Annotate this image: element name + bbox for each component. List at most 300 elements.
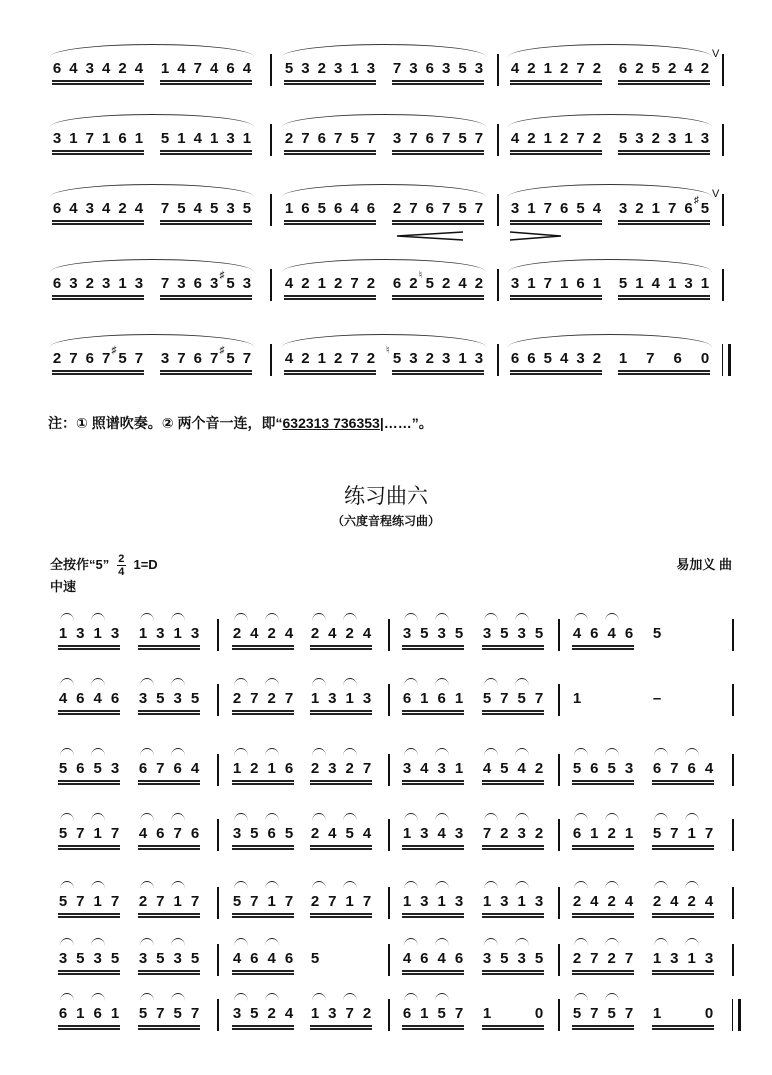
note: 6: [76, 690, 85, 707]
note: 1: [310, 690, 320, 707]
note: 3: [362, 690, 372, 707]
underline: [232, 713, 294, 715]
barline: [388, 999, 390, 1031]
slur-arc: [171, 748, 185, 756]
underline: [58, 973, 120, 975]
note: 5: [156, 690, 165, 707]
note: 5: [458, 60, 467, 77]
note: 7: [350, 275, 359, 292]
notes: [392, 200, 484, 218]
barline: [722, 124, 724, 156]
notes: [160, 270, 252, 293]
underline: [138, 845, 200, 847]
note: 6: [93, 1005, 102, 1022]
note: 4: [284, 350, 294, 367]
note: 7: [362, 760, 372, 777]
note: 2: [250, 760, 259, 777]
note: 2: [592, 350, 602, 367]
notes: [58, 825, 120, 843]
barline: [217, 999, 219, 1031]
note: 3: [517, 950, 526, 967]
note: 5: [454, 625, 464, 642]
note: 4: [510, 130, 520, 147]
note: 3: [85, 60, 94, 77]
note: 7: [242, 350, 252, 367]
note-group: [482, 940, 544, 980]
note: –: [652, 690, 662, 707]
notes: [482, 690, 544, 708]
slur-arc: [312, 748, 326, 756]
notes: [618, 350, 710, 368]
note: 7: [76, 825, 85, 842]
underline: [58, 1025, 120, 1027]
notes: [572, 893, 634, 911]
note: 4: [362, 825, 372, 842]
note: 5: [250, 825, 259, 842]
barline: [732, 887, 734, 919]
note: 5: [607, 760, 616, 777]
notes: [572, 690, 634, 708]
footnote: [48, 413, 433, 433]
slur-arc: [171, 993, 185, 1001]
underline: [652, 973, 714, 975]
note: 5: [242, 200, 252, 217]
slur-arc: [654, 938, 668, 946]
note: 6: [226, 60, 235, 77]
slur-arc: [574, 748, 588, 756]
note: 4: [607, 625, 616, 642]
barline: [270, 344, 272, 376]
underline: [52, 295, 144, 297]
slur-arc: [484, 881, 498, 889]
slur-arc: [91, 678, 105, 686]
notes: [482, 1005, 544, 1023]
note: 5: [345, 825, 354, 842]
note: 5: [534, 950, 544, 967]
note: 1: [242, 130, 252, 147]
slur-arc: [435, 813, 449, 821]
note: 1: [284, 200, 294, 217]
underline: [284, 220, 376, 222]
note: 7: [442, 200, 451, 217]
note-group: [572, 815, 634, 855]
note: 4: [704, 760, 714, 777]
barline: [270, 194, 272, 226]
note: 2: [334, 275, 343, 292]
note: 4: [437, 825, 446, 842]
note: 7: [334, 130, 343, 147]
note: 4: [193, 200, 202, 217]
note: 4: [362, 625, 372, 642]
notes: [482, 893, 544, 911]
notes: [510, 60, 602, 78]
note: 7: [409, 130, 418, 147]
note-group: [402, 680, 464, 720]
notes: [572, 760, 634, 778]
underline: [402, 1028, 464, 1030]
underline: [310, 713, 372, 715]
note-group: [58, 615, 120, 655]
note: 4: [177, 60, 186, 77]
underline: [160, 150, 252, 152]
underline: [284, 150, 376, 152]
note: 3: [328, 690, 337, 707]
note: 4: [624, 893, 634, 910]
note: 1: [58, 625, 68, 642]
note: 4: [684, 60, 693, 77]
slur-arc: [171, 938, 185, 946]
slur-arc: [91, 881, 105, 889]
note: 3: [366, 60, 376, 77]
underline: [510, 298, 602, 300]
note: 1: [110, 1005, 120, 1022]
phrase-slur: [508, 259, 712, 272]
slur-arc: [312, 881, 326, 889]
slur-arc: [435, 881, 449, 889]
barline: [558, 684, 560, 716]
note: 6: [52, 60, 62, 77]
underline: [160, 153, 252, 155]
note: 2: [317, 60, 326, 77]
notes: [402, 825, 464, 843]
phrase-slur: [50, 334, 254, 347]
note: 2: [572, 893, 582, 910]
note: 3: [173, 690, 182, 707]
notes: [138, 760, 200, 778]
note: 3: [134, 275, 144, 292]
underline: [232, 780, 294, 782]
slur-arc: [60, 613, 74, 621]
slur-arc: [140, 748, 154, 756]
note: 1: [592, 275, 602, 292]
note-group: [310, 615, 372, 655]
underline: [52, 373, 144, 375]
note-group: [482, 680, 544, 720]
note: 5 ♯: [226, 350, 236, 368]
notes: [392, 270, 484, 293]
note: 2: [607, 893, 616, 910]
note: 7: [646, 350, 655, 367]
slur-arc: [265, 748, 279, 756]
underline: [160, 83, 252, 85]
note: 2: [635, 200, 644, 217]
underline: [618, 80, 710, 82]
note: 6: [687, 760, 696, 777]
slur-arc: [605, 993, 619, 1001]
barline: [558, 819, 560, 851]
note: 6: [618, 60, 628, 77]
barline: [217, 944, 219, 976]
note: 7: [250, 893, 259, 910]
barline: [732, 999, 741, 1031]
underline: [572, 970, 634, 972]
underline: [482, 848, 544, 850]
underline: [138, 713, 200, 715]
note: 7: [190, 1005, 200, 1022]
note: 2: [607, 825, 616, 842]
slur-arc: [574, 813, 588, 821]
underline: [284, 373, 376, 375]
note-group: [310, 750, 372, 790]
fingering: 全按作“5”: [50, 557, 110, 572]
note: 3: [110, 760, 120, 777]
note: 1: [118, 275, 127, 292]
barline: [217, 819, 219, 851]
note: 3: [226, 130, 235, 147]
note: 3: [210, 275, 219, 292]
note: 3: [226, 200, 235, 217]
slur-arc: [140, 678, 154, 686]
note: 6: [425, 60, 434, 77]
note: 5: [576, 200, 585, 217]
slur-arc: [343, 748, 357, 756]
underline: [232, 1028, 294, 1030]
note: 2: [362, 1005, 372, 1022]
note-group: [572, 750, 634, 790]
note: 2: [301, 275, 310, 292]
note: 6: [85, 350, 94, 367]
note: 3: [474, 350, 484, 367]
underline: [52, 80, 144, 82]
slur-arc: [605, 881, 619, 889]
slur-arc: [515, 881, 529, 889]
notes: [232, 1005, 294, 1023]
slur-arc: [312, 678, 326, 686]
notes: [58, 760, 120, 778]
notes: [310, 893, 372, 911]
accidental: ♯: [219, 345, 225, 356]
notes: [652, 825, 714, 843]
note: 6: [110, 690, 120, 707]
note: 3: [517, 825, 526, 842]
note: 4: [69, 60, 78, 77]
notes: [232, 825, 294, 843]
note: 4: [102, 60, 111, 77]
note: 1: [345, 893, 354, 910]
underline: [310, 710, 372, 712]
note: 5: [310, 950, 320, 967]
underline: [58, 970, 120, 972]
notes: [572, 625, 634, 643]
slur-arc: [171, 813, 185, 821]
note: 1: [134, 130, 144, 147]
underline: [58, 710, 120, 712]
underline: [58, 780, 120, 782]
barline: [722, 54, 724, 86]
note: 7: [474, 130, 484, 147]
barline: [732, 944, 734, 976]
slur-arc: [654, 748, 668, 756]
note: 1: [402, 825, 412, 842]
note: 5: [190, 690, 200, 707]
underline: [138, 848, 200, 850]
slur-arc: [574, 993, 588, 1001]
underline: [138, 645, 200, 647]
slur-arc: [91, 748, 105, 756]
note-group: [138, 750, 200, 790]
underline: [572, 845, 634, 847]
underline: [482, 845, 544, 847]
accidental: ♯: [111, 345, 117, 356]
underline: [232, 970, 294, 972]
note-group: [572, 883, 634, 923]
note: 1: [93, 825, 102, 842]
note: 5: [652, 625, 662, 642]
note: 7: [85, 130, 94, 147]
note: 5: [420, 625, 429, 642]
barline: [388, 684, 390, 716]
underline: [58, 845, 120, 847]
underline: [482, 648, 544, 650]
underline: [52, 83, 144, 85]
note: 2: [534, 825, 544, 842]
barline: [270, 124, 272, 156]
underline: [138, 973, 200, 975]
note: 2: [592, 60, 602, 77]
note: 1: [267, 760, 276, 777]
notes: [402, 690, 464, 708]
slur-arc: [140, 813, 154, 821]
note: 2: [267, 690, 276, 707]
note: 3: [409, 350, 418, 367]
underline: [402, 783, 464, 785]
underline: [510, 373, 602, 375]
note: 7: [704, 825, 714, 842]
underline: [482, 913, 544, 915]
underline: [392, 153, 484, 155]
slur-arc: [234, 678, 248, 686]
barline: [217, 684, 219, 716]
notes: [652, 1005, 714, 1023]
slur-arc: [171, 613, 185, 621]
underline: [232, 848, 294, 850]
note: 2: [534, 760, 544, 777]
note: 1: [543, 130, 552, 147]
staff-row: [0, 883, 772, 923]
note: 2: [527, 60, 536, 77]
note: 1: [267, 893, 276, 910]
underline: [310, 913, 372, 915]
slur-arc: [265, 613, 279, 621]
note: 3: [510, 275, 520, 292]
underline: [392, 83, 484, 85]
note: 4: [510, 60, 520, 77]
slur-arc: [91, 813, 105, 821]
note: 2: [301, 350, 310, 367]
notes: [232, 950, 294, 968]
note: 2: [651, 130, 660, 147]
note: 5: [232, 893, 242, 910]
underline: [510, 153, 602, 155]
note: 5: [572, 1005, 582, 1022]
piece-title: 练习曲六: [344, 484, 428, 508]
note: 1: [69, 130, 78, 147]
note: 7: [576, 60, 585, 77]
note: 1: [173, 625, 182, 642]
slur-arc: [265, 678, 279, 686]
note-group: [310, 680, 372, 720]
barline: [722, 344, 731, 376]
slur-arc: [265, 938, 279, 946]
underline: [572, 916, 634, 918]
notes: [52, 200, 144, 218]
underline: [232, 645, 294, 647]
underline: [402, 916, 464, 918]
note-group: [482, 815, 544, 855]
note: 7: [160, 200, 170, 217]
phrase-slur: [50, 44, 254, 57]
barline: [558, 754, 560, 786]
underline: [510, 83, 602, 85]
note: 1: [684, 130, 693, 147]
note-group: [138, 615, 200, 655]
note: 1: [517, 893, 526, 910]
underline: [402, 710, 464, 712]
time-signature: $\frac{2}{4}$: [118, 553, 125, 579]
note: 4: [193, 130, 202, 147]
underline: [232, 916, 294, 918]
note-group: [138, 815, 200, 855]
note: 1: [420, 690, 429, 707]
note: 4: [420, 760, 429, 777]
note: 3: [442, 60, 451, 77]
note-group: [652, 750, 714, 790]
notes: [52, 60, 144, 78]
slur-arc: [60, 678, 74, 686]
notes: [572, 825, 634, 843]
note: 3: [402, 625, 412, 642]
note: 6: [624, 625, 634, 642]
notes: [58, 1005, 120, 1023]
slur-arc: [234, 938, 248, 946]
note: 7: [102, 350, 111, 367]
note: 6: [138, 760, 148, 777]
underline: [58, 1028, 120, 1030]
note: 2: [527, 130, 536, 147]
note: 2: [310, 893, 320, 910]
notes: [572, 1005, 634, 1023]
note: 7: [670, 825, 679, 842]
note: 6: [392, 275, 402, 292]
note: 2: [442, 275, 451, 292]
note: 5: [173, 1005, 182, 1022]
underline: [402, 848, 464, 850]
note-group: [232, 615, 294, 655]
note: 2: [409, 275, 418, 292]
note: 1: [345, 690, 354, 707]
note: 7: [328, 893, 337, 910]
underline: [310, 780, 372, 782]
underline: [392, 80, 484, 82]
note: 2: [232, 690, 242, 707]
note-group: [310, 940, 372, 980]
slur-arc: [60, 938, 74, 946]
notes: [160, 130, 252, 148]
note: 2: [425, 350, 434, 367]
slur-arc: [60, 748, 74, 756]
phrase-slur: [508, 114, 712, 127]
phrase-slur: [50, 114, 254, 127]
note: 5: [500, 760, 509, 777]
note: 3: [437, 760, 446, 777]
note-group: [58, 940, 120, 980]
underline: [232, 710, 294, 712]
note-group: [310, 815, 372, 855]
piece-meta: [50, 554, 158, 577]
slur-arc: [234, 613, 248, 621]
note: 7: [576, 130, 585, 147]
note: 1: [93, 625, 102, 642]
